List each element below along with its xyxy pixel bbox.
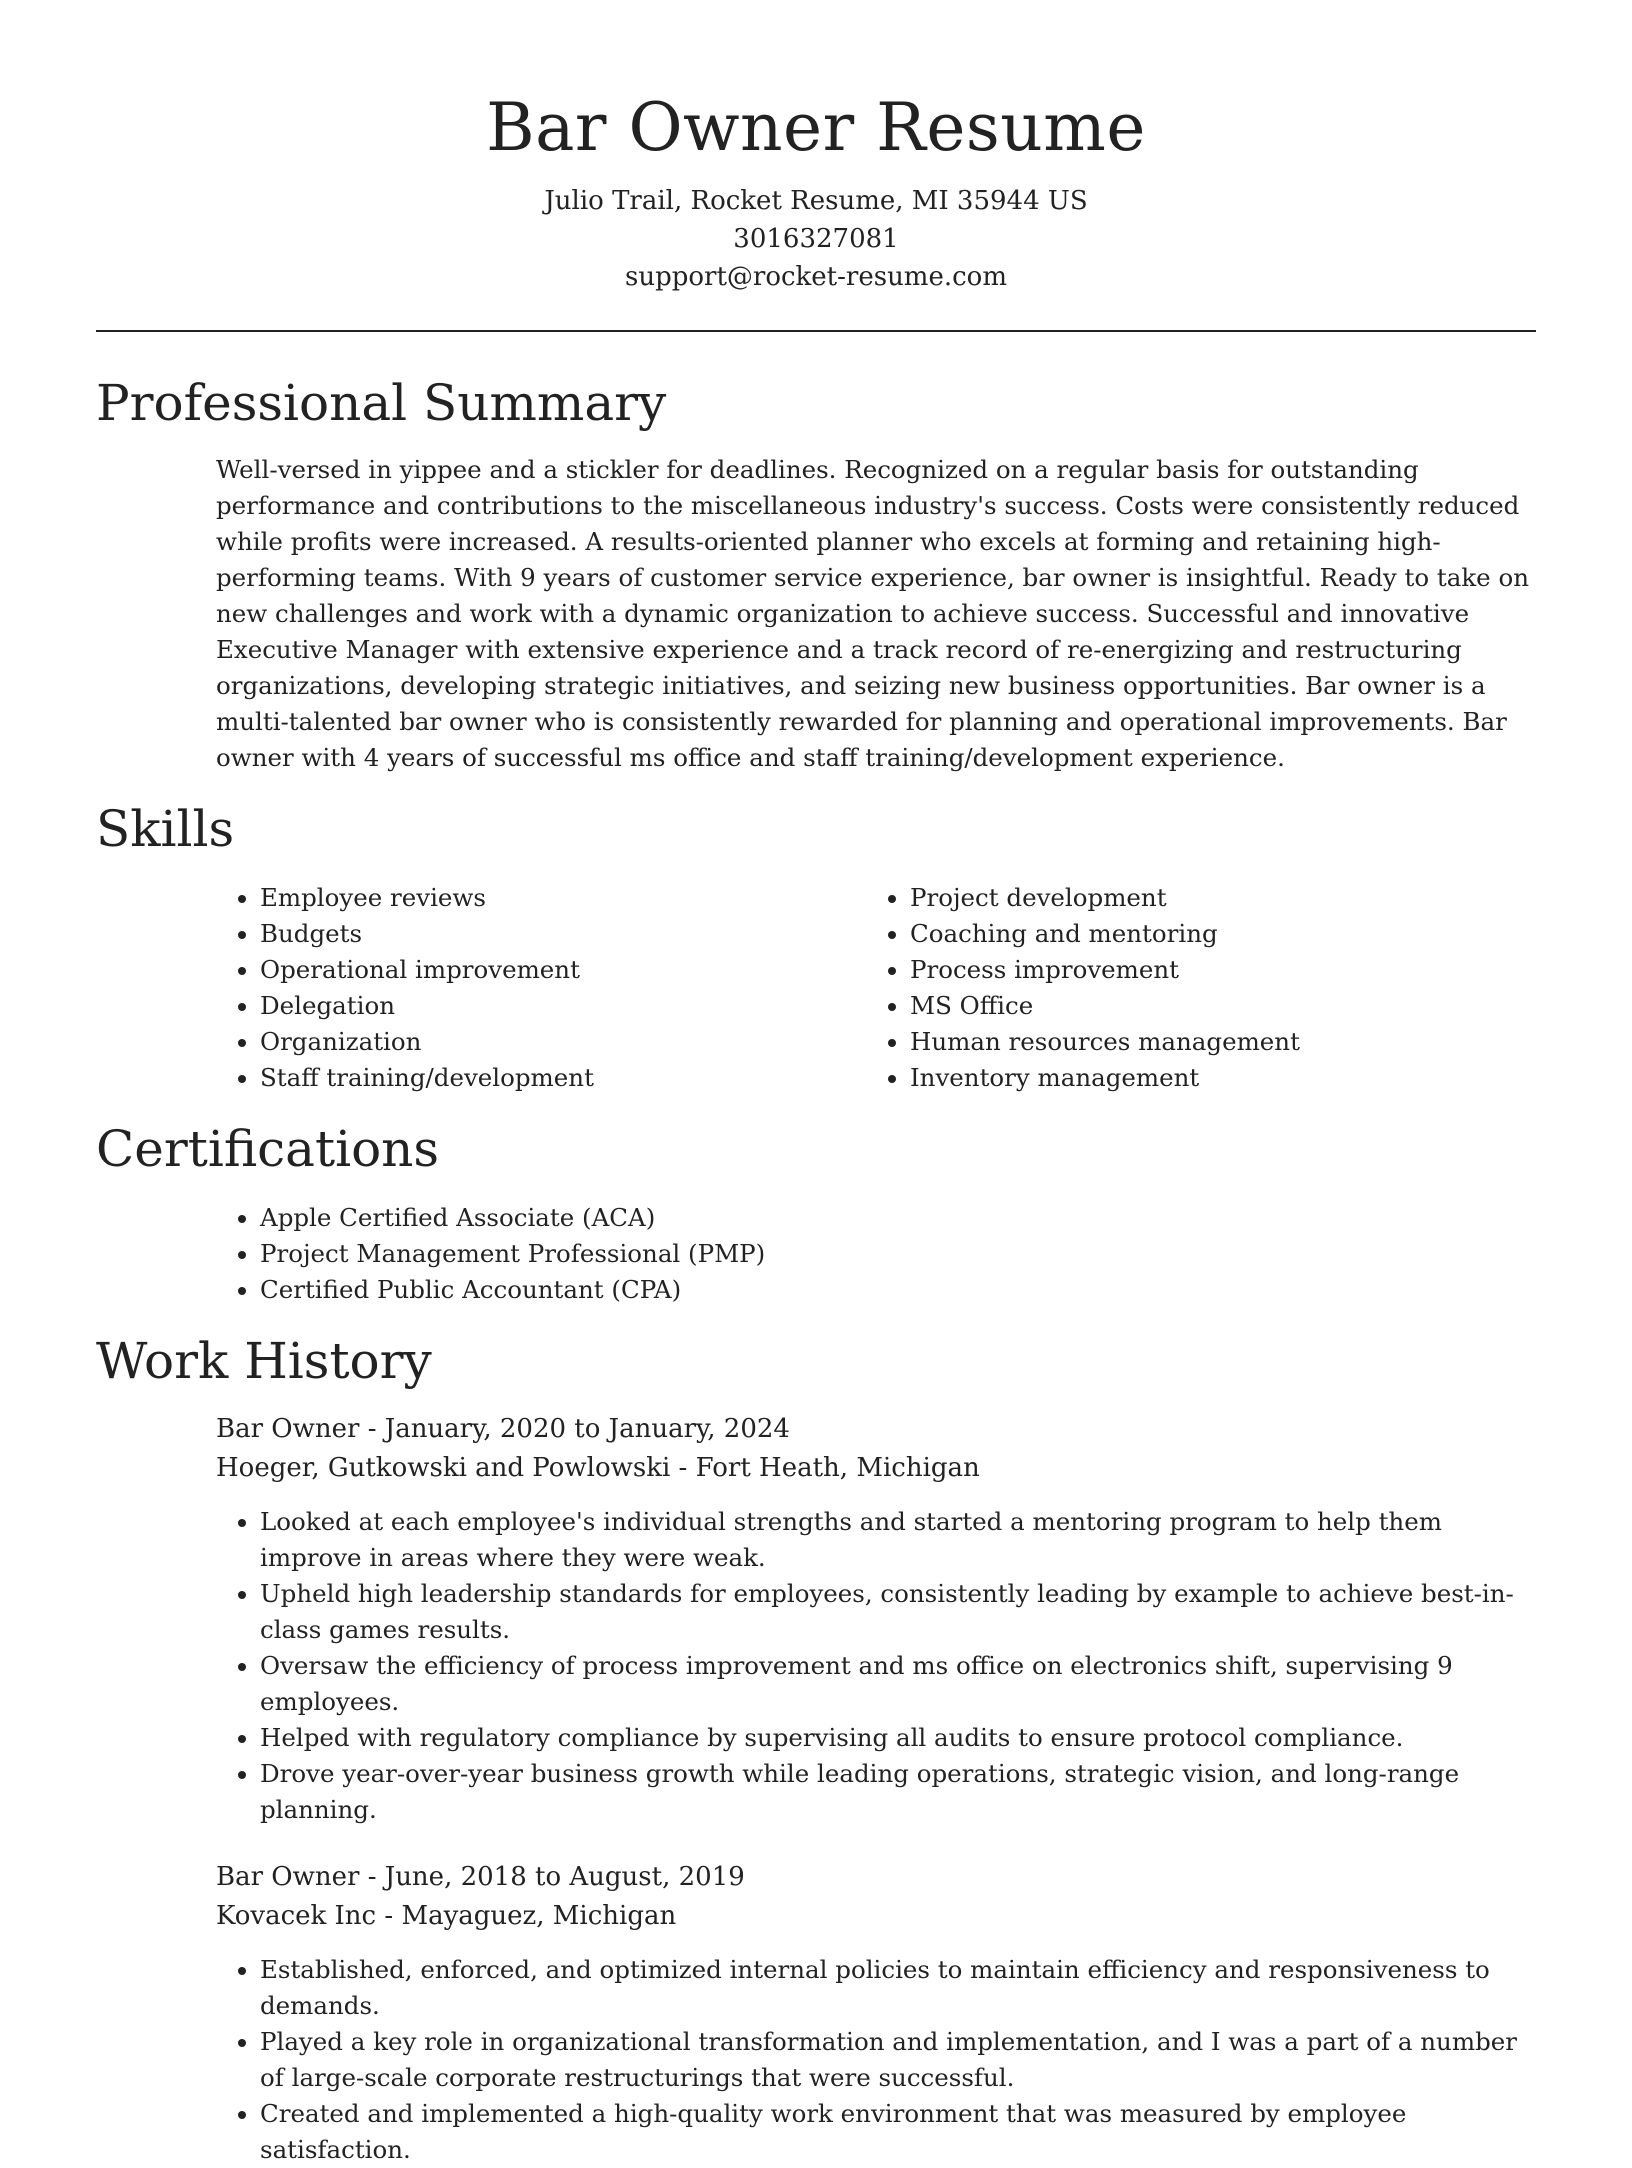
- skill-item: • Staff training/development: [260, 1060, 866, 1096]
- header-divider: [96, 330, 1536, 332]
- job-separator: -: [670, 1453, 696, 1483]
- job-title-line: [216, 1858, 1536, 1897]
- contact-email: support@rocket-resume.com: [624, 262, 1007, 292]
- job-location: Fort Heath, Michigan: [695, 1453, 980, 1483]
- skill-item: • Organization: [260, 1024, 866, 1060]
- resume-page: [96, 0, 1536, 2164]
- certifications-heading: Certifications: [96, 1120, 440, 1178]
- job-company: Hoeger, Gutkowski and Powlowski: [216, 1453, 671, 1483]
- job-bullet: • Drove year-over-year business growth while leading operations, strategic vision, and long-range planning.: [260, 1756, 1536, 1828]
- skills-section: [96, 798, 1536, 1096]
- job-title: Bar Owner: [216, 1862, 360, 1892]
- job-bullet: • Looked at each employee's individual strengths and started a mentoring program to help them improve in areas where they were weak.: [260, 1504, 1536, 1576]
- job-title-line: [216, 1410, 1536, 1449]
- skill-item: • Employee reviews: [260, 880, 866, 916]
- resume-header: [96, 0, 1536, 296]
- job-entry: [216, 1410, 1536, 1828]
- job-dates: January, 2020 to January, 2024: [384, 1414, 790, 1444]
- skills-heading: Skills: [96, 800, 235, 858]
- skill-item: • Operational improvement: [260, 952, 866, 988]
- certifications-section: [96, 1118, 1536, 1308]
- job-separator: -: [359, 1862, 385, 1892]
- skill-item: • Delegation: [260, 988, 866, 1024]
- job-company-line: [216, 1449, 1536, 1488]
- contact-address: Julio Trail, Rocket Resume, MI 35944 US: [544, 186, 1088, 216]
- resume-title: Bar Owner Resume: [486, 89, 1146, 166]
- job-entry: [216, 1858, 1536, 2168]
- job-bullet: • Played a key role in organizational transformation and implementation, and I was a part of a number of large-scale corporate restructurings that were successful.: [260, 2024, 1536, 2096]
- certification-item: • Apple Certified Associate (ACA): [260, 1200, 1536, 1236]
- job-bullet: • Helped with regulatory compliance by supervising all audits to ensure protocol compliance.: [260, 1720, 1536, 1756]
- summary-section: [96, 372, 1536, 776]
- contact-block: [96, 182, 1536, 296]
- skill-item: • Human resources management: [910, 1024, 1516, 1060]
- job-bullets: [216, 1504, 1536, 1828]
- work-history-section: [96, 1330, 1536, 2168]
- job-title: Bar Owner: [216, 1414, 360, 1444]
- work-history-heading: Work History: [96, 1332, 432, 1390]
- job-company-line: [216, 1897, 1536, 1936]
- job-separator: -: [359, 1414, 385, 1444]
- certifications-list: [216, 1200, 1536, 1308]
- summary-heading: Professional Summary: [96, 374, 667, 432]
- job-company: Kovacek Inc: [216, 1901, 377, 1931]
- job-bullet: • Oversaw the efficiency of process improvement and ms office on electronics shift, supervising 9 employees.: [260, 1648, 1536, 1720]
- summary-text: Well-versed in yippee and a stickler for deadlines. Recognized on a regular basis for outstanding performance and contributions to the miscellaneous industry's success. Costs were consistently reduced while profits were increased. A results-oriented planner who excels at forming and retaining high-performing teams. With 9 years of customer service experience, bar owner is insightful. Ready to take on new challenges and work with a dynamic organization to achieve success. Successful and innovative Executive Manager with extensive experience and a track record of re-energizing and restructuring organizations, developing strategic initiatives, and seizing new business opportunities. Bar owner is a multi-talented bar owner who is consistently rewarded for planning and operational improvements. Bar owner with 4 years of successful ms office and staff training/development experience.: [216, 455, 1529, 772]
- job-bullets: [216, 1952, 1536, 2168]
- skills-column-right: [866, 880, 1516, 1096]
- skill-item: • Budgets: [260, 916, 866, 952]
- certification-item: • Project Management Professional (PMP): [260, 1236, 1536, 1272]
- certification-item: • Certified Public Accountant (CPA): [260, 1272, 1536, 1308]
- skill-item: • MS Office: [910, 988, 1516, 1024]
- skills-columns: [216, 880, 1536, 1096]
- skill-item: • Project development: [910, 880, 1516, 916]
- job-bullet: • Upheld high leadership standards for employees, consistently leading by example to achieve best-in-class games results.: [260, 1576, 1536, 1648]
- contact-phone: 3016327081: [733, 224, 899, 254]
- job-bullet: • Created and implemented a high-quality work environment that was measured by employee satisfaction.: [260, 2096, 1536, 2168]
- skill-item: • Coaching and mentoring: [910, 916, 1516, 952]
- job-dates: June, 2018 to August, 2019: [384, 1862, 745, 1892]
- skills-column-left: [216, 880, 866, 1096]
- skill-item: • Inventory management: [910, 1060, 1516, 1096]
- skill-item: • Process improvement: [910, 952, 1516, 988]
- job-separator: -: [376, 1901, 402, 1931]
- job-location: Mayaguez, Michigan: [401, 1901, 677, 1931]
- job-bullet: • Established, enforced, and optimized internal policies to maintain efficiency and responsiveness to demands.: [260, 1952, 1536, 2024]
